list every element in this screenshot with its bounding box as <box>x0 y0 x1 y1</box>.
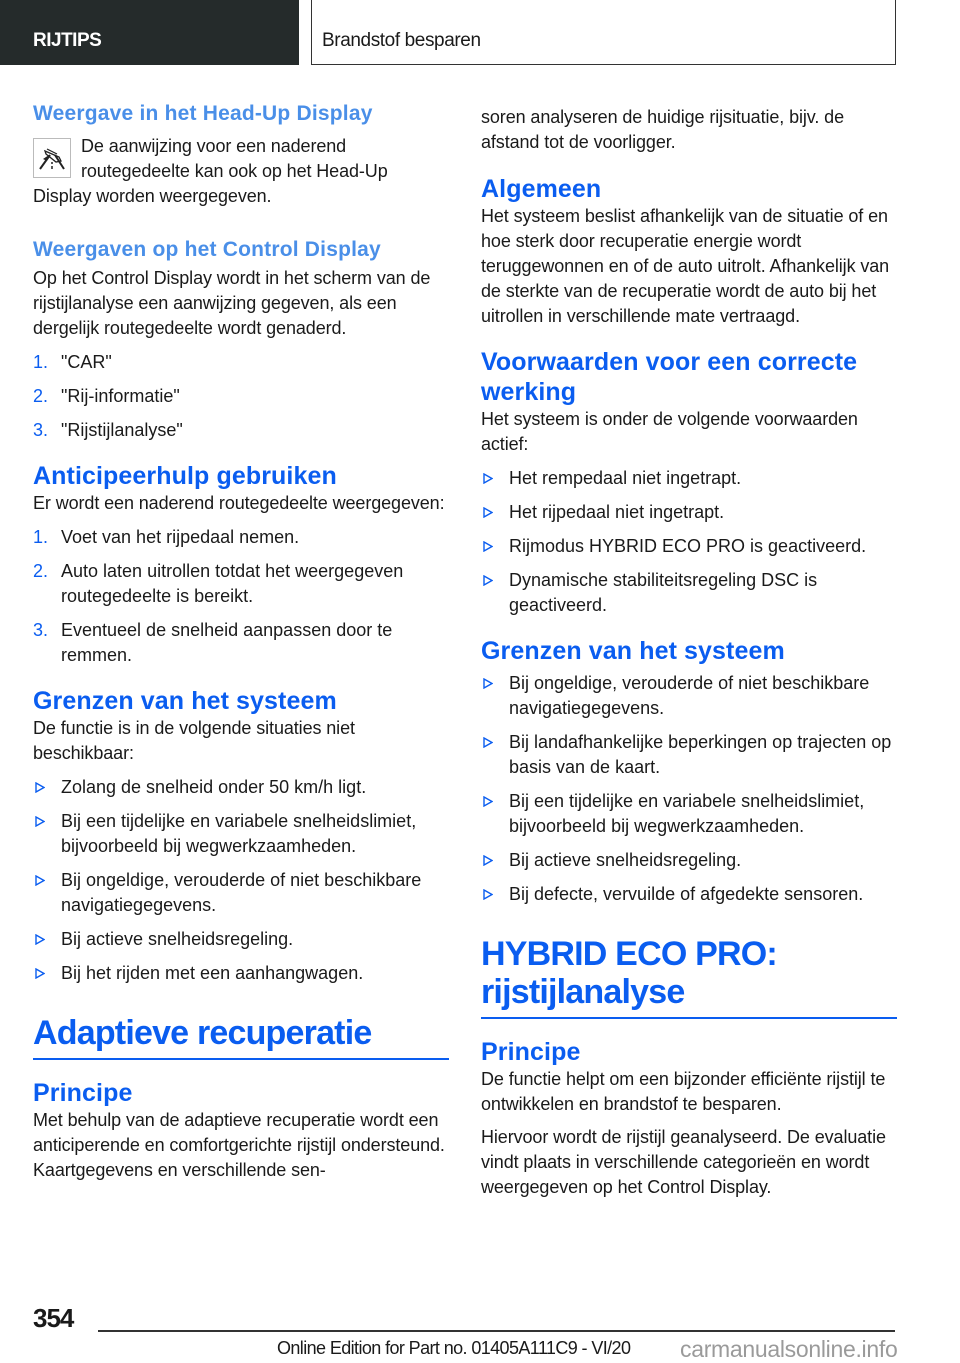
triangle-bullet-icon <box>483 855 493 866</box>
section-label: Brandstof besparen <box>322 30 481 51</box>
list-item: Bij landafhankelijke beperkingen op trajecten op basis van de kaart. <box>481 730 897 780</box>
list-item: 1. "CAR" <box>33 352 112 372</box>
list-item: 2. "Rij-informatie" <box>33 386 180 406</box>
eco-pro-principe-heading: Principe <box>481 1038 581 1066</box>
list-item: Bij een tijdelijke en variabele snelheidslimiet, bijvoorbeeld bij wegwerkzaamheden. <box>481 789 897 839</box>
list-item: Het rijpedaal niet ingetrapt. <box>481 500 897 525</box>
voorwaarden-text: Het systeem is onder de volgende voorwaarden actief: <box>481 409 858 454</box>
list-item: Bij actieve snelheidsregeling. <box>33 927 449 952</box>
head-up-display-road-icon <box>33 138 71 178</box>
left-column <box>33 100 449 1183</box>
control-display-steps <box>33 350 449 443</box>
grenzen-list-right <box>481 671 897 907</box>
edition-text: Online Edition for Part no. 01405A111C9 - VI/20 <box>277 1338 631 1358</box>
voorwaarden-list <box>481 466 897 618</box>
algemeen-heading: Algemeen <box>481 175 602 203</box>
list-item: Bij ongeldige, verouderde of niet beschikbare navigatiegegevens. <box>33 868 449 918</box>
list-item: Bij het rijden met een aanhangwagen. <box>33 961 449 986</box>
control-display-text: Op het Control Display wordt in het scherm van de rijstijlanalyse een aanwijzing gegeven, als een dergelijk routegedeelte wordt genaderd. <box>33 268 431 338</box>
algemeen-text: Het systeem beslist afhankelijk van de situatie of en hoe sterk door recuperatie energie wordt teruggewonnen en of de auto uitrolt. Afhankelijk van de sterkte van de recuperatie wordt de auto bij het uitrollen in verschillende mate vertraagd. <box>481 206 890 326</box>
list-item: Dynamische stabiliteitsregeling DSC is geactiveerd. <box>481 568 897 618</box>
list-item: Bij actieve snelheidsregeling. <box>481 848 897 873</box>
grenzen-heading-right: Grenzen van het systeem <box>481 637 785 665</box>
voorwaarden-heading: Voorwaarden voor een correcte werking <box>481 348 858 406</box>
chapter-label: RIJTIPS <box>33 30 102 51</box>
footer-divider <box>98 1330 895 1332</box>
hud-block <box>33 134 449 209</box>
list-item: Bij defecte, vervuilde of afgedekte sensoren. <box>481 882 897 907</box>
adaptieve-heading: Adaptieve recuperatie <box>33 1014 449 1060</box>
list-item: 1. Voet van het rijpedaal nemen. <box>33 527 300 547</box>
hud-text: De aanwijzing voor een naderend routegedeelte kan ook op het Head-Up Display worden weergegeven. <box>33 136 388 206</box>
grenzen-list-left <box>33 775 449 986</box>
adaptieve-principe-text: Met behulp van de adaptieve recuperatie wordt een anticiperende en comfortgerichte rijstijl ondersteund. Kaartgegevens en verschillende sen- <box>33 1110 445 1180</box>
triangle-bullet-icon <box>35 816 45 827</box>
hud-heading: Weergave in het Head-Up Display <box>33 102 373 125</box>
eco-pro-para2: Hiervoor wordt de rijstijl geanalyseerd. De evaluatie vindt plaats in verschillende categorieën en wordt weergegeven op het Control Display. <box>481 1127 886 1197</box>
triangle-bullet-icon <box>483 796 493 807</box>
right-column <box>481 100 897 1200</box>
continuation-text: soren analyseren de huidige rijsituatie, bijv. de afstand tot de voorligger. <box>481 107 844 152</box>
triangle-bullet-icon <box>483 541 493 552</box>
control-display-heading: Weergaven op het Control Display <box>33 238 381 261</box>
list-item: 2. Auto laten uitrollen totdat het weergegeven routegedeelte is bereikt. <box>33 561 404 606</box>
list-item: Bij een tijdelijke en variabele snelheidslimiet, bijvoorbeeld bij wegwerkzaamheden. <box>33 809 449 859</box>
list-item: Rijmodus HYBRID ECO PRO is geactiveerd. <box>481 534 897 559</box>
triangle-bullet-icon <box>35 875 45 886</box>
eco-pro-para1: De functie helpt om een bijzonder efficiënte rijstijl te ontwikkelen en brandstof te besparen. <box>481 1069 886 1114</box>
grenzen-heading-left: Grenzen van het systeem <box>33 687 337 715</box>
list-item: Het rempedaal niet ingetrapt. <box>481 466 897 491</box>
eco-pro-heading-line2: rijstijlanalyse <box>481 973 685 1011</box>
anticipeer-text: Er wordt een naderend routegedeelte weergegeven: <box>33 493 445 513</box>
triangle-bullet-icon <box>483 678 493 689</box>
page-number: 354 <box>33 1303 74 1333</box>
eco-pro-heading <box>481 935 897 1019</box>
triangle-bullet-icon <box>35 968 45 979</box>
chapter-tab <box>0 0 299 65</box>
triangle-bullet-icon <box>483 737 493 748</box>
triangle-bullet-icon <box>483 473 493 484</box>
list-item: Zolang de snelheid onder 50 km/h ligt. <box>33 775 449 800</box>
anticipeer-heading: Anticipeerhulp gebruiken <box>33 462 337 490</box>
section-tab <box>311 0 896 65</box>
anticipeer-steps <box>33 525 449 668</box>
adaptieve-principe-heading: Principe <box>33 1079 133 1107</box>
triangle-bullet-icon <box>35 934 45 945</box>
triangle-bullet-icon <box>483 507 493 518</box>
grenzen-text-left: De functie is in de volgende situaties niet beschikbaar: <box>33 718 355 763</box>
list-item: 3. "Rijstijlanalyse" <box>33 420 183 440</box>
triangle-bullet-icon <box>483 575 493 586</box>
watermark: carmanualsonline.info <box>680 1336 898 1362</box>
triangle-bullet-icon <box>35 782 45 793</box>
list-item: Bij ongeldige, verouderde of niet beschikbare navigatiegegevens. <box>481 671 897 721</box>
eco-pro-heading-line1: HYBRID ECO PRO: <box>481 935 777 973</box>
triangle-bullet-icon <box>483 889 493 900</box>
list-item: 3. Eventueel de snelheid aanpassen door te remmen. <box>33 620 393 665</box>
